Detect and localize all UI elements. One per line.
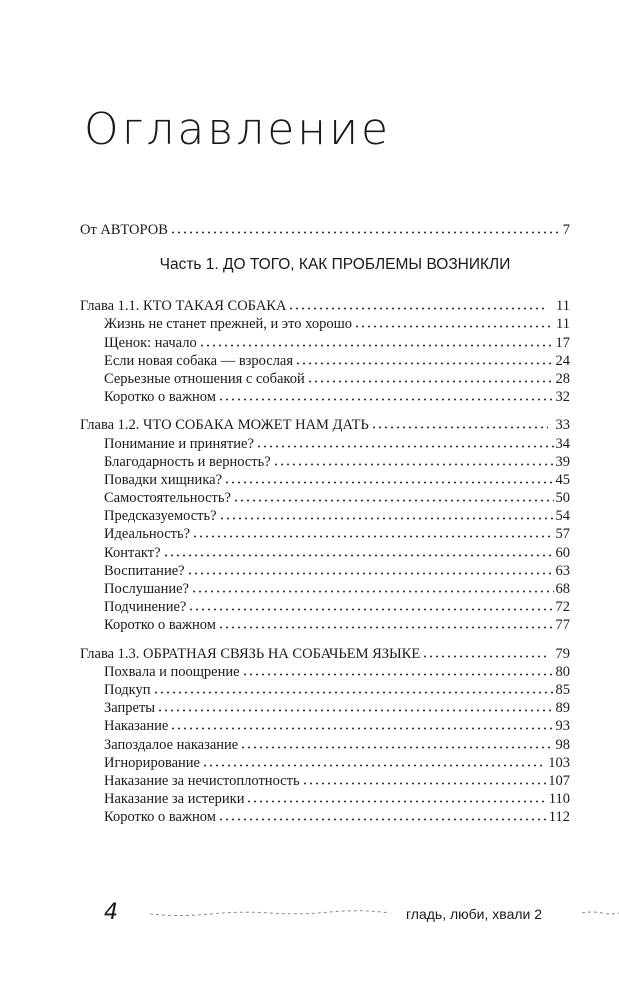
toc-entry-page: 98: [555, 736, 570, 753]
toc-entry-label: Подчинение?: [104, 599, 187, 616]
page-title: Оглавление: [84, 104, 392, 155]
dot-leader: [218, 807, 547, 821]
toc-section-entry[interactable]: [80, 579, 570, 597]
toc-entry-page: 77: [555, 617, 570, 634]
toc-entry-label: Глава 1.3. ОБРАТНАЯ СВЯЗЬ НА СОБАЧЬЕМ ЯЗЫКЕ: [80, 645, 421, 662]
toc-entry-label: Послушание?: [104, 581, 189, 597]
dot-leader: [371, 415, 548, 429]
toc-entry-page: 24: [555, 352, 570, 369]
dot-leader: [153, 680, 554, 694]
dot-leader: [218, 615, 554, 629]
toc-entry-page: 63: [555, 562, 570, 579]
toc-entry-label: Глава 1.2. ЧТО СОБАКА МОЖЕТ НАМ ДАТЬ: [80, 417, 369, 434]
toc-entry-label: Подкуп: [104, 681, 151, 698]
toc-entry-label: Самостоятельность?: [104, 490, 231, 507]
toc-section-entry[interactable]: [80, 615, 570, 633]
dot-leader: [170, 716, 553, 730]
toc-entry-page: 85: [555, 681, 570, 698]
toc-entry-page: 34: [555, 435, 570, 452]
dot-leader: [242, 662, 554, 676]
toc-entry-label: От АВТОРОВ: [80, 222, 168, 238]
toc-entry-page: 57: [555, 526, 570, 543]
toc-section-entry[interactable]: [80, 434, 570, 452]
toc-section-entry[interactable]: [80, 753, 570, 771]
toc-section-entry[interactable]: [80, 333, 570, 351]
toc-entry-label: Понимание и принятие?: [104, 435, 254, 452]
toc-section-entry[interactable]: [80, 543, 570, 561]
dot-leader: [188, 597, 553, 611]
chapter-group: [80, 415, 570, 633]
toc-entry-label: Наказание за нечистоплотность: [104, 772, 300, 789]
toc-entry-page: 89: [555, 700, 570, 717]
toc-entry-page: 80: [555, 663, 570, 680]
toc-entry-page: 11: [556, 298, 570, 315]
toc-entry-page: 50: [555, 490, 570, 507]
dot-leader: [202, 753, 546, 767]
toc-entry-label: Коротко о важном: [104, 389, 216, 406]
toc-section-entry[interactable]: [80, 597, 570, 615]
toc-entry-label: Идеальность?: [104, 526, 191, 543]
toc-entry-label: Коротко о важном: [104, 617, 216, 634]
dot-leader: [246, 789, 546, 803]
toc-section-entry[interactable]: [80, 771, 570, 789]
toc-entry-page: 32: [555, 389, 570, 406]
toc-entry-page: 33: [555, 417, 570, 434]
toc-entry-page: 107: [548, 772, 570, 789]
toc-chapter-entry[interactable]: [80, 415, 570, 433]
dot-leader: [302, 771, 547, 785]
toc-entry-page: 110: [548, 791, 570, 808]
toc-entry-page: 60: [555, 544, 570, 561]
toc-section-entry[interactable]: [80, 314, 570, 332]
toc-entry-label: Глава 1.1. КТО ТАКАЯ СОБАКА: [80, 298, 287, 315]
toc-entry-page: 45: [555, 471, 570, 488]
toc-entry-page: 7: [562, 222, 570, 238]
toc-entry-page: 39: [555, 453, 570, 470]
toc-section-entry[interactable]: [80, 680, 570, 698]
dot-leader: [187, 561, 554, 575]
wave-decoration-left: [150, 906, 390, 920]
toc-chapter-entry[interactable]: [80, 296, 570, 314]
toc-chapter-entry[interactable]: [80, 644, 570, 662]
wave-decoration-right: [582, 906, 619, 920]
toc-section-entry[interactable]: [80, 662, 570, 680]
toc-entry-page: 93: [555, 718, 570, 735]
toc-section-entry[interactable]: [80, 387, 570, 405]
dot-leader: [191, 579, 554, 593]
dot-leader: [354, 314, 554, 328]
chapter-list: [80, 296, 570, 825]
toc-section-entry[interactable]: [80, 716, 570, 734]
toc-section-entry[interactable]: [80, 369, 570, 387]
toc-section-entry[interactable]: [80, 735, 570, 753]
toc-entry-page: 28: [555, 370, 570, 387]
toc-section-entry[interactable]: [80, 488, 570, 506]
toc-entry-label: Если новая собака — взрослая: [104, 352, 294, 369]
dot-leader: [218, 387, 554, 401]
toc-entry-label: Щенок: начало: [104, 334, 197, 351]
toc-entry-label: Игнорирование: [104, 754, 200, 771]
toc-entry-page: 68: [555, 581, 570, 597]
dot-leader: [219, 506, 554, 520]
dot-leader: [422, 644, 547, 658]
toc-entry-label: Серьезные отношения с собакой: [104, 370, 305, 387]
toc-entry-label: Наказание за истерики: [104, 791, 245, 808]
toc-entry-label: Запреты: [104, 700, 156, 717]
dot-leader: [273, 452, 554, 466]
toc-entry-label: Наказание: [104, 718, 169, 735]
dot-leader: [170, 220, 561, 234]
toc-entry-page: 54: [555, 508, 570, 525]
toc-entry-label: Благодарность и верность?: [104, 453, 271, 470]
dot-leader: [295, 351, 553, 365]
toc-section-entry[interactable]: [80, 789, 570, 807]
toc-section-entry[interactable]: [80, 351, 570, 369]
toc-section-entry[interactable]: [80, 698, 570, 716]
toc-entry-page: 79: [555, 645, 570, 662]
toc-section-entry[interactable]: [80, 524, 570, 542]
chapter-group: [80, 296, 570, 405]
part-heading: Часть 1. ДО ТОГО, КАК ПРОБЛЕМЫ ВОЗНИКЛИ: [159, 256, 511, 274]
page-number: 4: [104, 900, 118, 925]
dot-leader: [240, 735, 553, 749]
toc-section-entry[interactable]: [80, 470, 570, 488]
toc-entry-page: 11: [556, 316, 570, 333]
toc-entry-label: Жизнь не станет прежней, и это хорошо: [104, 316, 353, 333]
toc-section-entry[interactable]: [80, 452, 570, 470]
page-footer: [0, 900, 619, 930]
dot-leader: [307, 369, 554, 383]
dot-leader: [163, 543, 554, 557]
chapter-group: [80, 644, 570, 826]
toc-entry-label: Коротко о важном: [104, 809, 216, 826]
dot-leader: [288, 296, 548, 310]
dot-leader: [256, 434, 554, 448]
toc-entry-page: 17: [555, 334, 570, 351]
toc-entry-foreword[interactable]: [80, 220, 570, 238]
toc-entry-label: Повадки хищника?: [104, 471, 223, 488]
toc-entry-label: Воспитание?: [104, 562, 185, 579]
toc-section-entry[interactable]: [80, 807, 570, 825]
table-of-contents: [80, 220, 570, 835]
dot-leader: [199, 333, 554, 347]
toc-entry-page: 112: [548, 809, 570, 826]
running-footer-title: гладь, люби, хвали 2: [406, 906, 543, 922]
toc-section-entry[interactable]: [80, 561, 570, 579]
toc-entry-label: Похвала и поощрение: [104, 663, 240, 680]
toc-entry-page: 103: [548, 754, 570, 771]
dot-leader: [157, 698, 553, 712]
toc-entry-label: Предсказуемость?: [104, 508, 217, 525]
toc-entry-label: Запоздалое наказание: [104, 736, 239, 753]
toc-section-entry[interactable]: [80, 506, 570, 524]
dot-leader: [224, 470, 553, 484]
toc-entry-label: Контакт?: [104, 544, 161, 561]
toc-entry-page: 72: [555, 599, 570, 616]
dot-leader: [192, 524, 553, 538]
dot-leader: [233, 488, 554, 502]
